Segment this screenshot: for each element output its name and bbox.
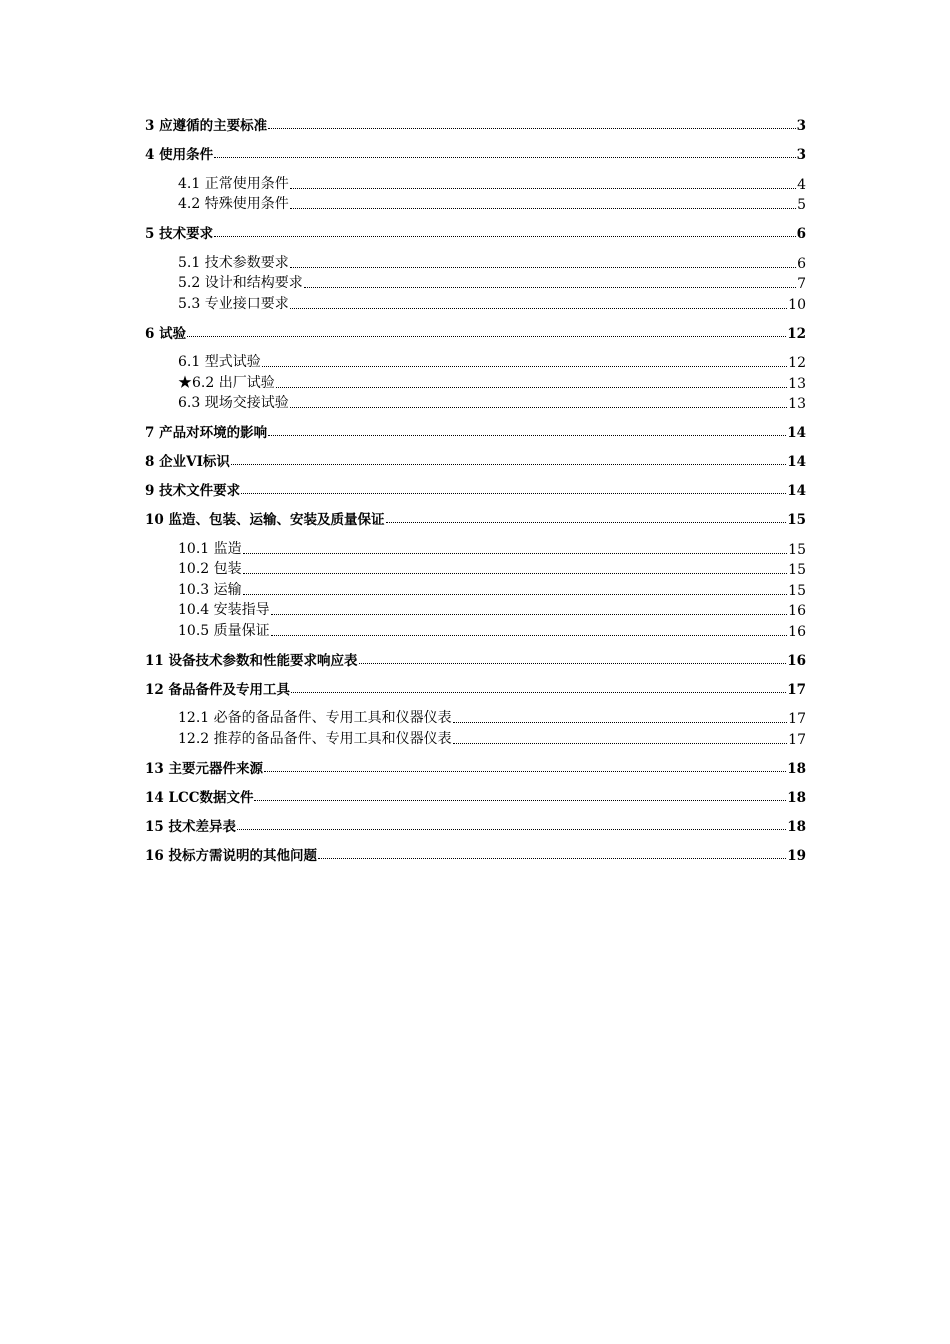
toc-entry-title: 4.2 特殊使用条件 [178, 196, 289, 212]
toc-entry[interactable] [145, 678, 806, 698]
toc-entry-title: 5.3 专业接口要求 [178, 295, 289, 312]
toc-entry-page: 7 [797, 276, 806, 292]
toc-entry[interactable] [145, 114, 806, 134]
dot-leader [359, 663, 787, 664]
dot-leader [243, 594, 788, 595]
toc-entry-page: 10 [788, 296, 806, 313]
dot-leader [290, 308, 787, 309]
toc-entry-page: 17 [788, 731, 806, 748]
toc-entry-title: 15 技术差异表 [145, 818, 236, 835]
dot-leader [268, 128, 796, 129]
toc-entry-page: 16 [788, 623, 806, 640]
toc-subentry[interactable] [145, 558, 806, 579]
dot-leader [291, 692, 786, 693]
toc-entry-page: 17 [787, 681, 806, 698]
toc-entry-title: 12 备品备件及专用工具 [145, 681, 290, 698]
toc-entry-title: 16 投标方需说明的其他问题 [145, 847, 317, 864]
toc-entry-title: 10.4 安装指导 [178, 602, 270, 618]
toc-entry[interactable] [145, 815, 806, 835]
toc-subentry[interactable] [145, 193, 806, 214]
toc-subentry[interactable] [145, 707, 806, 728]
toc-entry[interactable] [145, 421, 806, 441]
toc-entry-page: 19 [787, 847, 806, 864]
toc-subentry[interactable] [145, 537, 806, 558]
toc-entry[interactable] [145, 786, 806, 806]
dot-leader [254, 800, 786, 801]
toc-entry-page: 5 [797, 197, 806, 213]
toc-entry-title: 5.2 设计和结构要求 [178, 275, 303, 291]
toc-entry-title: 5 技术要求 [145, 226, 214, 242]
toc-entry-title: 8 企业VI标识 [145, 454, 230, 470]
dot-leader [214, 157, 796, 158]
toc-subentry[interactable] [145, 619, 806, 640]
toc-entry-title: ★6.2 出厂试验 [178, 374, 275, 391]
dot-leader [276, 387, 787, 388]
dot-leader [386, 522, 787, 523]
toc-entry[interactable] [145, 450, 806, 470]
toc-entry-title: 10.3 运输 [178, 581, 242, 598]
toc-entry-page: 17 [788, 711, 806, 727]
toc-entry[interactable] [145, 322, 806, 342]
toc-entry-title: 5.1 技术参数要求 [178, 254, 289, 271]
toc-entry[interactable] [145, 508, 806, 528]
toc-subentry[interactable] [145, 578, 806, 599]
dot-leader [231, 464, 786, 465]
toc-entry-title: 12.1 必备的备品备件、专用工具和仪器仪表 [178, 710, 452, 726]
toc-entry-title: 6.1 型式试验 [178, 354, 261, 370]
dot-leader [290, 188, 796, 189]
toc-entry[interactable] [145, 222, 806, 242]
toc-entry-title: 4.1 正常使用条件 [178, 175, 289, 192]
toc-subentry[interactable] [145, 292, 806, 313]
dot-leader [187, 336, 786, 337]
dot-leader [304, 287, 796, 288]
toc-entry-title: 4 使用条件 [145, 147, 214, 163]
toc-entry-page: 14 [787, 483, 806, 499]
toc-entry-page: 18 [787, 818, 806, 835]
dot-leader [262, 366, 787, 367]
toc-entry-title: 13 主要元器件来源 [145, 760, 263, 777]
toc-entry-page: 16 [787, 652, 806, 669]
toc-entry-page: 15 [788, 582, 806, 599]
toc-entry[interactable] [145, 757, 806, 777]
toc-entry-page: 6 [796, 226, 806, 242]
toc-entry-page: 16 [788, 603, 806, 619]
toc-entry-title: 7 产品对环境的影响 [145, 425, 268, 441]
toc-entry-page: 14 [787, 425, 806, 441]
toc-subentry[interactable] [145, 727, 806, 748]
toc-entry-page: 15 [788, 562, 806, 578]
toc-entry-page: 4 [797, 176, 806, 193]
dot-leader [264, 771, 786, 772]
toc-entry-title: 12.2 推荐的备品备件、专用工具和仪器仪表 [178, 730, 452, 747]
toc-entry[interactable] [145, 479, 806, 499]
toc-entry-title: 10.5 质量保证 [178, 622, 270, 639]
dot-leader [243, 573, 788, 574]
toc-entry-title: 10.1 监造 [178, 540, 242, 557]
dot-leader [290, 407, 787, 408]
table-of-contents [145, 114, 806, 864]
dot-leader [290, 208, 796, 209]
toc-entry-page: 13 [788, 375, 806, 392]
dot-leader [243, 553, 788, 554]
dot-leader [453, 743, 788, 744]
dot-leader [271, 614, 788, 615]
toc-subentry[interactable] [145, 172, 806, 193]
toc-entry[interactable] [145, 143, 806, 163]
toc-entry-page: 15 [788, 541, 806, 558]
toc-entry[interactable] [145, 649, 806, 669]
dot-leader [214, 236, 796, 237]
toc-entry-page: 12 [787, 325, 806, 342]
toc-subentry[interactable] [145, 272, 806, 293]
toc-entry-title: 14 LCC数据文件 [145, 789, 254, 806]
toc-entry-title: 11 设备技术参数和性能要求响应表 [145, 652, 358, 669]
toc-entry-title: 6.3 现场交接试验 [178, 395, 289, 411]
toc-entry[interactable] [145, 844, 806, 864]
toc-entry-page: 12 [788, 355, 806, 371]
toc-entry-title: 10 监造、包装、运输、安装及质量保证 [145, 512, 385, 528]
dot-leader [453, 722, 788, 723]
dot-leader [241, 493, 786, 494]
toc-subentry[interactable] [145, 371, 806, 392]
toc-entry-page: 13 [788, 396, 806, 412]
toc-subentry[interactable] [145, 351, 806, 372]
toc-subentry[interactable] [145, 392, 806, 413]
dot-leader [318, 858, 786, 859]
toc-entry-page: 3 [796, 147, 806, 163]
dot-leader [290, 267, 796, 268]
toc-entry-title: 6 试验 [145, 325, 187, 342]
toc-entry-title: 9 技术文件要求 [145, 483, 241, 499]
dot-leader [271, 635, 788, 636]
toc-entry-page: 15 [787, 512, 806, 528]
toc-entry-page: 3 [796, 118, 806, 134]
toc-subentry[interactable] [145, 251, 806, 272]
dot-leader [237, 829, 786, 830]
toc-entry-page: 14 [787, 454, 806, 470]
toc-entry-title: 3 应遵循的主要标准 [145, 118, 268, 134]
toc-entry-page: 6 [797, 255, 806, 272]
toc-entry-title: 10.2 包装 [178, 561, 242, 577]
toc-entry-page: 18 [787, 760, 806, 777]
dot-leader [268, 435, 786, 436]
toc-entry-page: 18 [787, 789, 806, 806]
toc-subentry[interactable] [145, 599, 806, 620]
